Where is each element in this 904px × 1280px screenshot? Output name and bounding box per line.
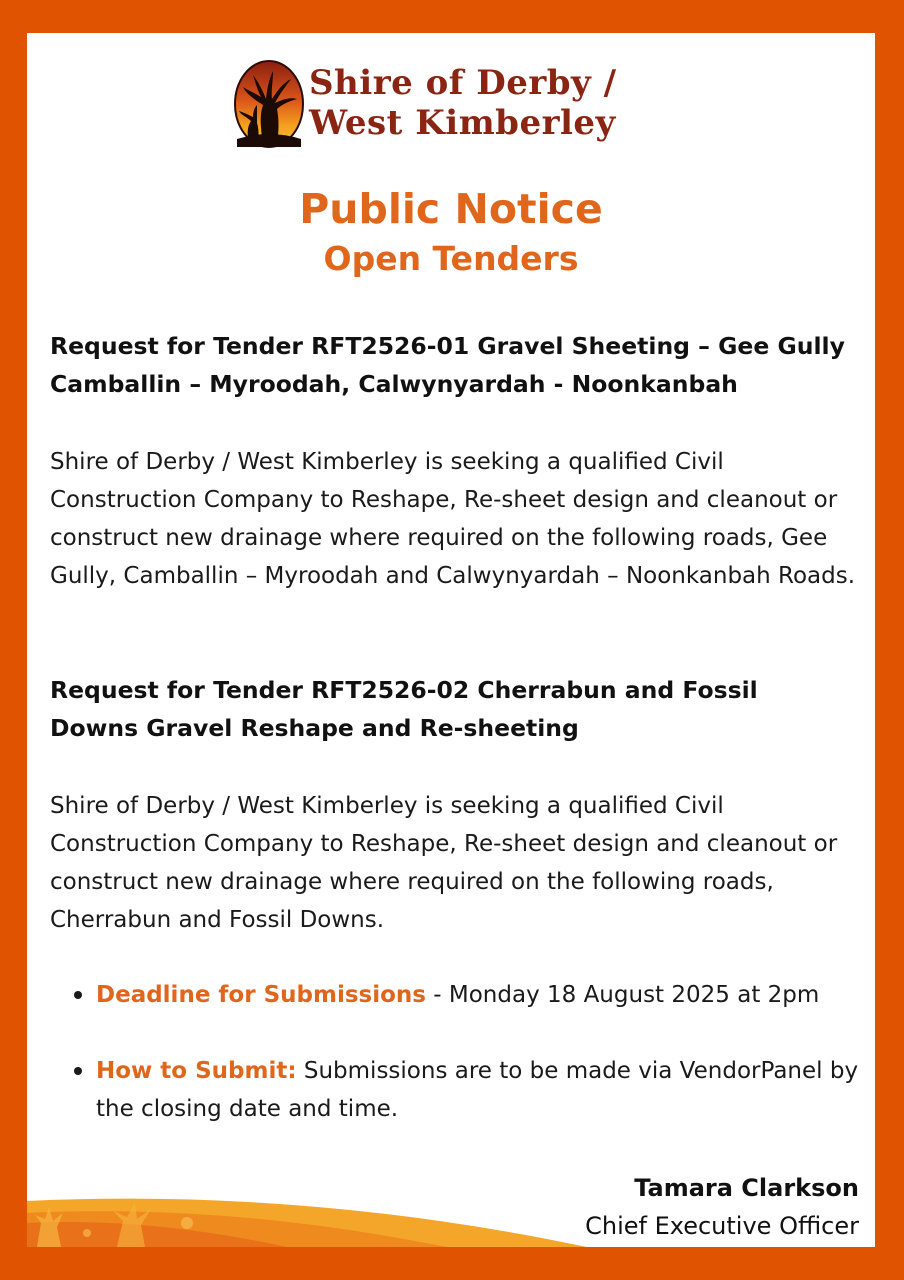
logo-line-2: West Kimberley: [309, 103, 616, 143]
page-title: Public Notice: [299, 185, 603, 233]
signatory-name: Tamara Clarkson: [634, 1174, 859, 1202]
tender-1-description: Shire of Derby / West Kimberley is seeking a qualified Civil Construction Company to Reshape, Re-sheet design and cleanout or construct new drainage where required on the following roads, Gee Gully, Camballin – Myroodah and Calwynyardah – Noonkanbah Roads.: [50, 449, 856, 589]
shire-name: [309, 63, 617, 143]
bullet-icon: [74, 1067, 82, 1075]
signature-block: [585, 1169, 859, 1245]
page-subtitle: Open Tenders: [323, 239, 579, 278]
baobab-tree-icon: [233, 59, 305, 149]
tender-2-heading: Request for Tender RFT2526-02 Cherrabun and Fossil Downs Gravel Reshape and Re-sheeting: [50, 676, 758, 742]
logo-line-1: Shire of Derby /: [309, 63, 617, 103]
bullet-icon: [74, 991, 82, 999]
signatory-role: Chief Executive Officer: [585, 1212, 859, 1240]
deadline-text: - Monday 18 August 2025 at 2pm: [425, 982, 820, 1008]
how-to-submit-text: Submissions are to be made via VendorPanel by the closing date and time.: [96, 1058, 859, 1122]
tender-1-heading: Request for Tender RFT2526-01 Gravel Sheeting – Gee Gully Camballin – Myroodah, Calwynyardah - Noonkanbah: [50, 332, 845, 398]
footer-landscape-art: [27, 1193, 587, 1247]
list-item-deadline: [96, 976, 866, 1014]
how-to-submit-label: How to Submit:: [96, 1058, 297, 1084]
tender-2-description: Shire of Derby / West Kimberley is seeking a qualified Civil Construction Company to Reshape, Re-sheet design and cleanout or construct new drainage where required on the following roads, Cherrabun and Fossil Downs.: [50, 793, 838, 933]
shire-logo: [233, 59, 653, 155]
notice-page: [27, 33, 875, 1247]
deadline-label: Deadline for Submissions: [96, 982, 426, 1008]
list-item-how-to-submit: [96, 1052, 866, 1128]
